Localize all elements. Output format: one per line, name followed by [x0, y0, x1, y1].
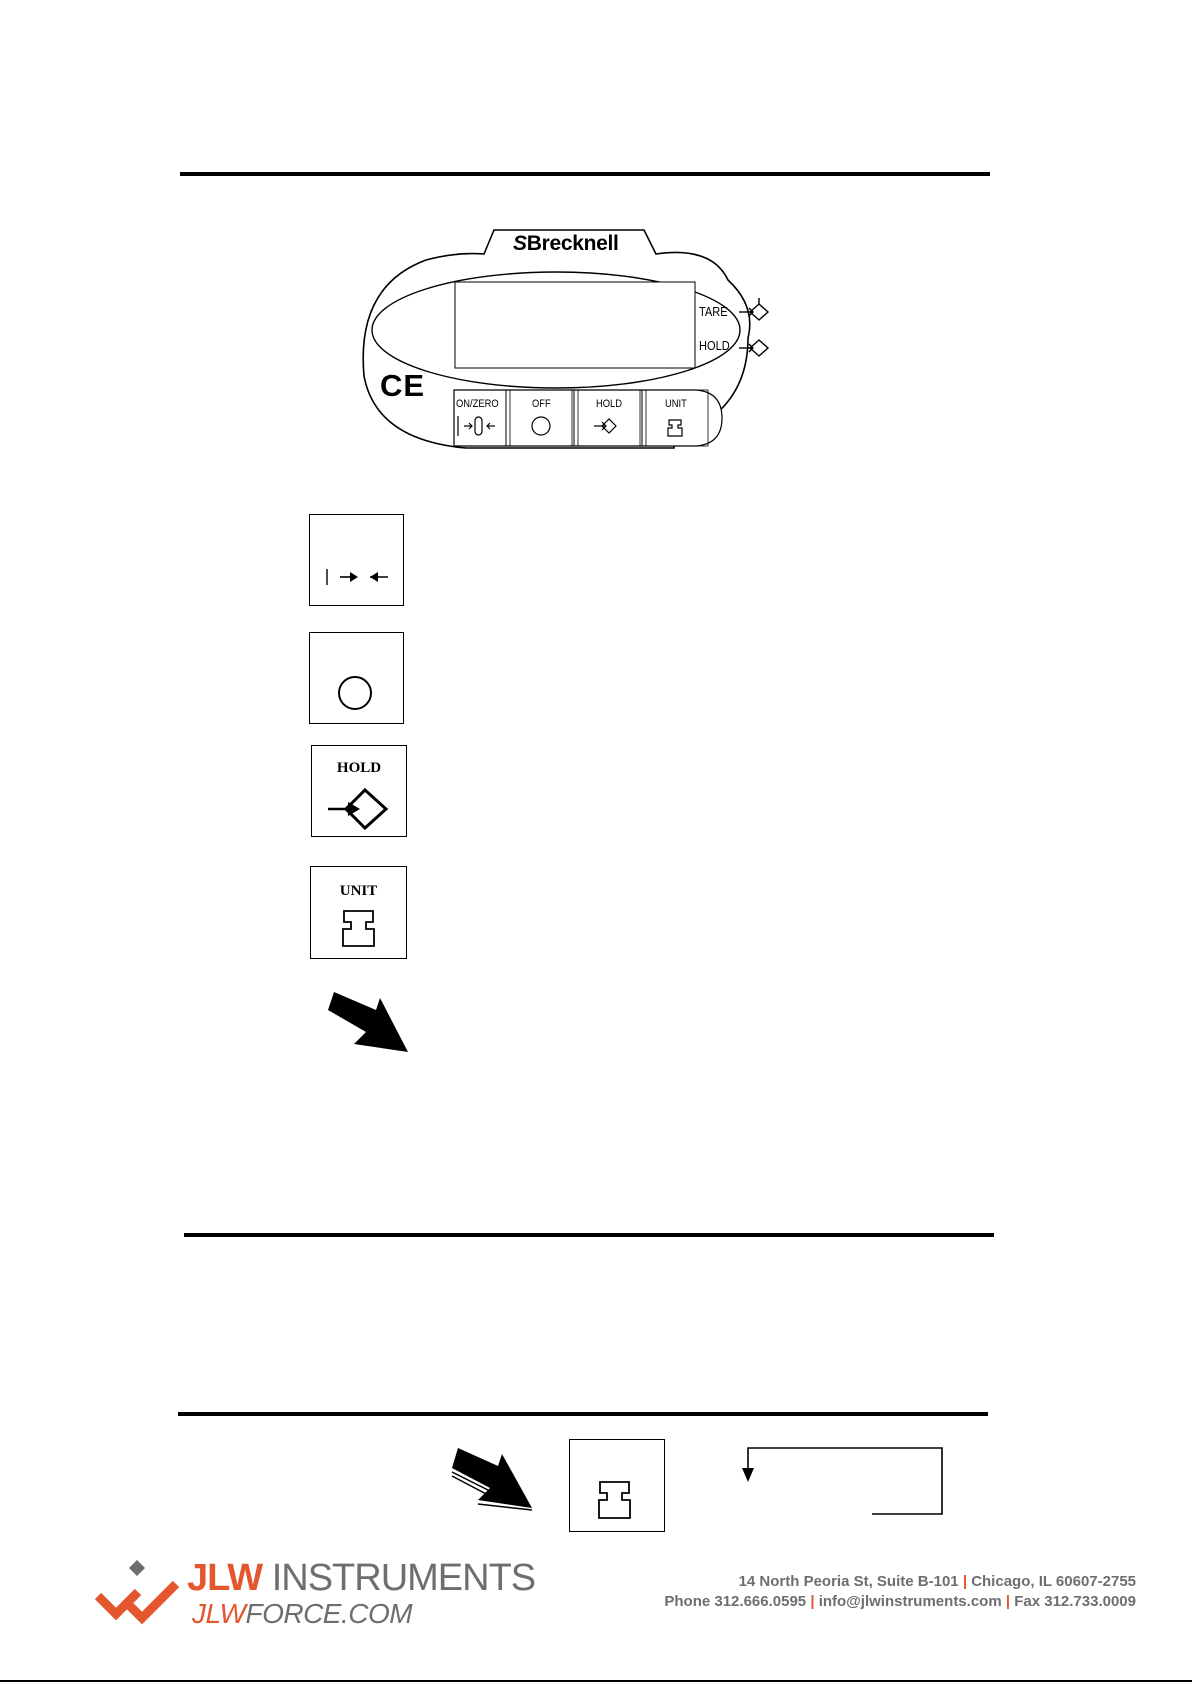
weight-icon: [311, 867, 405, 957]
footer-separator: |: [810, 1593, 815, 1610]
lower-unit-key: [569, 1439, 665, 1532]
brand-logo: SBrecknell: [513, 232, 619, 255]
site-prefix: JLW: [192, 1598, 246, 1629]
key-label-unit: UNIT: [665, 398, 687, 410]
legend-key-unit: [310, 866, 407, 959]
jlw-logo-mark: [92, 1558, 186, 1630]
lower-pointer-arrow-icon: [450, 1444, 536, 1512]
jlw-logo-wordmark: [187, 1558, 535, 1598]
legend-key-off: [309, 632, 404, 724]
legend-unit-label: UNIT: [339, 883, 378, 899]
brand-s-icon: S: [513, 232, 527, 255]
footer-street: 14 North Peoria St, Suite B-101: [738, 1573, 959, 1590]
section-rule-middle: [184, 1233, 994, 1237]
circle-icon: [310, 633, 402, 722]
section-rule-lower: [178, 1412, 988, 1416]
legend-key-hold: [311, 745, 407, 837]
footer-fax: Fax 312.733.0009: [1014, 1593, 1136, 1610]
unit-cycle-loop: [736, 1446, 946, 1518]
page-bottom-rule: [0, 1680, 1192, 1682]
device-front-panel: [356, 226, 796, 452]
footer-separator: |: [1005, 1593, 1011, 1610]
key-label-hold: HOLD: [596, 398, 622, 410]
footer-city: Chicago, IL 60607-2755: [971, 1573, 1136, 1590]
pointer-arrow-icon: [326, 990, 412, 1054]
section-rule-top: [180, 172, 990, 176]
weight-icon: [570, 1440, 663, 1530]
footer-address-line: [739, 1572, 1136, 1592]
footer-email[interactable]: info@jlwinstruments.com: [818, 1593, 1002, 1610]
footer-phone: Phone 312.666.0595: [664, 1593, 807, 1610]
key-label-on-zero: ON/ZERO: [456, 398, 499, 410]
zero-arrows-icon: [310, 515, 402, 604]
legend-key-on-zero: [309, 514, 404, 606]
logo-primary: JLW: [187, 1557, 263, 1599]
footer-contact-line: [664, 1592, 1136, 1612]
indicator-tare: TARE: [699, 304, 728, 319]
key-label-off: OFF: [532, 398, 551, 410]
footer-separator: |: [962, 1573, 968, 1590]
logo-secondary: INSTRUMENTS: [271, 1557, 536, 1599]
jlw-website[interactable]: [192, 1598, 412, 1630]
legend-hold-label: HOLD: [336, 760, 382, 776]
site-suffix: FORCE.COM: [245, 1598, 413, 1629]
ce-mark: CE: [380, 368, 426, 403]
indicator-hold: HOLD: [699, 338, 730, 353]
